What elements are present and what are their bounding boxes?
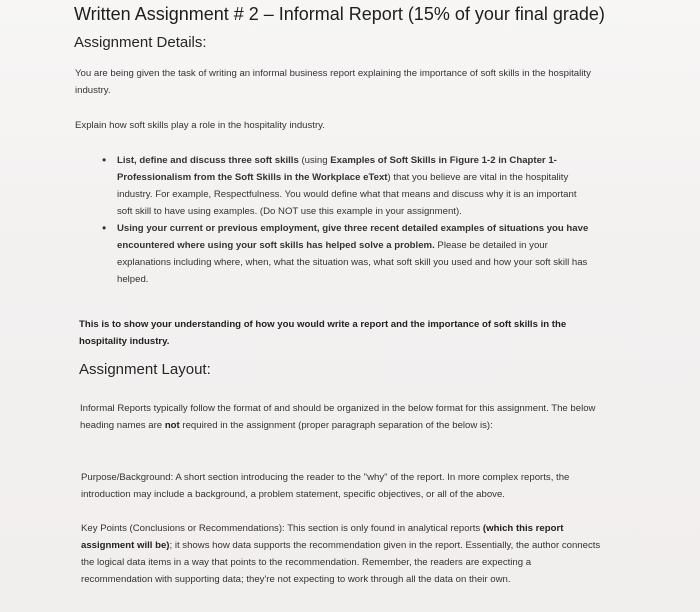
- key-points-paragraph: Key Points (Conclusions or Recommendations): This section is only found in analytical reports (which this report assignment will be); it shows how data supports the recommendation given in the report. Essentially, the author connects the logical data items in a way that points to the recommendation. Remember, the readers are expecting a recommendation with supporting data; they're not expecting to work through all the data on their own.: [81, 523, 601, 585]
- purpose-label: Purpose/Background:: [81, 472, 174, 483]
- purpose-paragraph: Purpose/Background: A short section introducing the reader to the "why" of the report. In more complex reports, the introduction may include a background, a problem statement, specific objectives, or all of the above.: [81, 472, 570, 500]
- key-points-label: Key Points (Conclusions or Recommendations):: [81, 523, 285, 534]
- explain-paragraph: Explain how soft skills play a role in the hospitality industry.: [75, 120, 325, 131]
- bullet-icon: •: [102, 153, 107, 167]
- bullet-icon: •: [102, 221, 107, 235]
- understanding-paragraph: This is to show your understanding of how you would write a report and the importance of soft skills in the hospitality industry.: [79, 319, 567, 347]
- assignment-layout-heading: Assignment Layout:: [79, 361, 211, 378]
- layout-paragraph: Informal Reports typically follow the format of and should be organized in the below format for this assignment. The below heading names are not required in the assignment (proper paragraph separation of the below is):: [80, 403, 596, 431]
- list-item: • Using your current or previous employment, give three recent detailed examples of situations you have encountered where using your soft skills has helped solve a problem. Please be detailed in your explanations including where, when, what the situation was, what soft skill you used and how your soft skill has helped.: [102, 221, 589, 285]
- intro-paragraph: You are being given the task of writing an informal business report explaining the importance of soft skills in the hospitality industry.: [75, 68, 591, 96]
- requirements-list: [102, 152, 592, 288]
- assignment-title: Written Assignment # 2 – Informal Report (15% of your final grade): [74, 4, 605, 24]
- assignment-details-heading: Assignment Details:: [74, 34, 207, 51]
- list-item: • List, define and discuss three soft skills (using Examples of Soft Skills in Figure 1-2 in Chapter 1- Professionalism from the Soft Skills in the Workplace eText) that you believe are vital in the hospitality industry. For example, Respectfulness. You would define what that means and discuss why it is an important soft skill to have using examples. (Do NOT use this example in your assignment).: [102, 153, 577, 217]
